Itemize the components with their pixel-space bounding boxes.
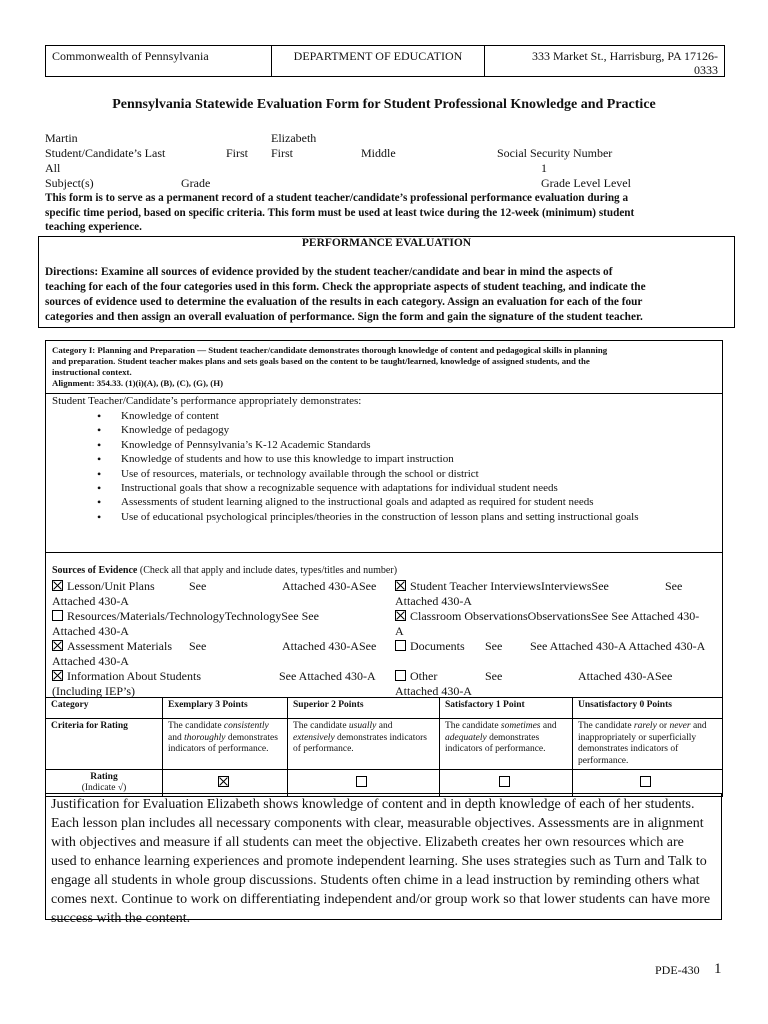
criteria-row [46, 719, 723, 770]
purpose-statement: This form is to serve as a permanent record of a student teacher/candidate’s professional performance evaluation during a specific time period, based on specific criteria. This form must be used at least twice during the 12-week (minimum) student teaching experience. [45, 192, 635, 233]
criteria-satisfactory: The candidate sometimes and adequately demonstrates indicators of performance. [440, 719, 573, 770]
form-code: PDE-430 [655, 963, 700, 977]
performance-heading: PERFORMANCE EVALUATION [301, 237, 472, 249]
assessment-materials-checkbox[interactable] [52, 640, 63, 651]
indicators-box [45, 393, 723, 553]
other-checkbox[interactable] [395, 670, 406, 681]
page-number: 1 [714, 961, 722, 977]
sources-left-column: Lesson/Unit Plans See Attached 430-ASee Attached 430-A Resources/Materials/TechnologyTechnologySee See Attached 430-A Assessment Materials See Attached 430-ASee Attached 430-A Information About Students See Attached 430-A (Including IEP’s) [52, 579, 377, 698]
student-last-value: Martin [45, 131, 78, 145]
indicator-item: • Knowledge of students and how to use this knowledge to impart instruction [121, 452, 721, 466]
interviews-checkbox[interactable] [395, 580, 406, 591]
indicator-item: • Knowledge of content [121, 409, 721, 423]
grade-label: Grade [181, 176, 211, 190]
col-category: Category [46, 698, 163, 719]
col-satisfactory: Satisfactory 1 Point [440, 698, 573, 719]
resources-checkbox[interactable] [52, 610, 63, 621]
rating-superior-checkbox[interactable] [356, 776, 367, 787]
rating-header-row [46, 698, 723, 719]
subject-value: All [45, 161, 61, 175]
sources-box [45, 552, 723, 698]
student-first-value: Elizabeth [271, 131, 317, 145]
category-description: Category I: Planning and Preparation — Student teacher/candidate demonstrates thorough knowledge of content and pedagogical skills in planning and preparation. Student teacher makes plans and sets goals based on the content to be taught/learned, knowledge of assigned students, and the instructional context. Alignment: 354.33. (1)(i)(A), (B), (C), (G), (H) [52, 345, 608, 388]
criteria-superior: The candidate usually and extensively demonstrates indicators of performance. [288, 719, 440, 770]
directions-text: Directions: Examine all sources of evidence provided by the student teacher/candidate and bear in mind the aspects of teaching for each of the four categories used in this form. Check the appropriate aspects of student teaching, and indicate the sources of evidence used to determine the evaluation of the results in each category. Assign an evaluation for each of the four categories and then assign an overall evaluation of performance. Sign the form and gain the signature of the student teacher. [45, 266, 646, 323]
documents-checkbox[interactable] [395, 640, 406, 651]
student-last-label: Student/Candidate’s Last [45, 146, 166, 160]
grade-level-label: Grade Level Level [541, 176, 631, 190]
form-title: Pennsylvania Statewide Evaluation Form for Student Professional Knowledge and Practice [112, 97, 656, 112]
col-unsatisfactory: Unsatisfactory 0 Points [573, 698, 723, 719]
lesson-plans-checkbox[interactable] [52, 580, 63, 591]
ssn-label: Social Security Number [497, 146, 613, 160]
category-title: Category I: Planning and Preparation [52, 345, 196, 355]
performance-evaluation-box [38, 236, 735, 328]
indicator-list [121, 409, 721, 524]
indicator-item: • Knowledge of Pennsylvania’s K-12 Academic Standards [121, 438, 721, 452]
rating-unsatisfactory-checkbox[interactable] [640, 776, 651, 787]
grade-level-value: 1 [541, 161, 547, 175]
indicator-item: • Assessments of student learning aligned to the instructional goals and adapted as required for student needs [121, 495, 721, 509]
category-header-box [45, 340, 723, 394]
address-label: 333 Market St., Harrisburg, PA 17126- 0333 [532, 49, 718, 77]
indicator-item: • Instructional goals that show a recognizable sequence with adaptations for individual student needs [121, 481, 721, 495]
sources-right-column: Student Teacher InterviewsInterviewsSee See Attached 430-A Classroom ObservationsObservationsSee See Attached 430- A Documents See See Attached 430-A Attached 430-A Other See Attached 430-ASee Attached 430-A [395, 579, 706, 698]
performance-intro: Student Teacher/Candidate’s performance appropriately demonstrates: [52, 395, 362, 407]
department-label: DEPARTMENT OF EDUCATION [272, 46, 485, 76]
header-table [45, 45, 725, 77]
col-superior: Superior 2 Points [288, 698, 440, 719]
indicator-item: • Knowledge of pedagogy [121, 423, 721, 437]
student-first-label-b: First [271, 146, 294, 160]
justification-box [45, 793, 722, 926]
observations-checkbox[interactable] [395, 610, 406, 621]
indicator-item: • Use of resources, materials, or technology available through the school or district [121, 467, 721, 481]
criteria-label: Criteria for Rating [46, 719, 163, 770]
criteria-exemplary: The candidate consistently and thoroughly demonstrates indicators of performance. [163, 719, 288, 770]
alignment-text: Alignment: 354.33. (1)(i)(A), (B), (C), (G), (H) [52, 378, 224, 388]
indicator-item: • Use of educational psychological principles/theories in the construction of lesson plans and setting instructional goals [121, 510, 721, 524]
student-middle-label: Middle [361, 146, 396, 160]
sources-heading: Sources of Evidence (Check all that apply and include dates, types/titles and number) [52, 565, 398, 576]
student-info-checkbox[interactable] [52, 670, 63, 681]
rating-label: Rating (Indicate √) [46, 770, 163, 797]
rating-table [45, 697, 723, 797]
rating-exemplary-checkbox[interactable] [218, 776, 229, 787]
commonwealth-label: Commonwealth of Pennsylvania [46, 46, 272, 76]
rating-satisfactory-checkbox[interactable] [499, 776, 510, 787]
criteria-unsatisfactory: The candidate rarely or never and inappropriately or superficially demonstrates indicators of performance. [573, 719, 723, 770]
student-first-label-a: First [226, 146, 249, 160]
justification-text: Justification for Evaluation Elizabeth shows knowledge of content and in depth knowledge of each of her students. Each lesson plan includes all necessary components with clear, measurable objectives. Assessments are in alignment with objectives and measure if all students can meet the objective. Elizabeth creates her own resources which are used to enhance learning experiences and promote independent learning. She uses strategies such as Turn and Talk to engage all students in whole group discussions. Students often chime in a lead instruction by reminding others what comes next. Continue to work on differentiating independent and/or group work so that lower students can have more success with the content. [51, 797, 711, 926]
subject-label: Subject(s) [45, 176, 94, 190]
col-exemplary: Exemplary 3 Points [163, 698, 288, 719]
